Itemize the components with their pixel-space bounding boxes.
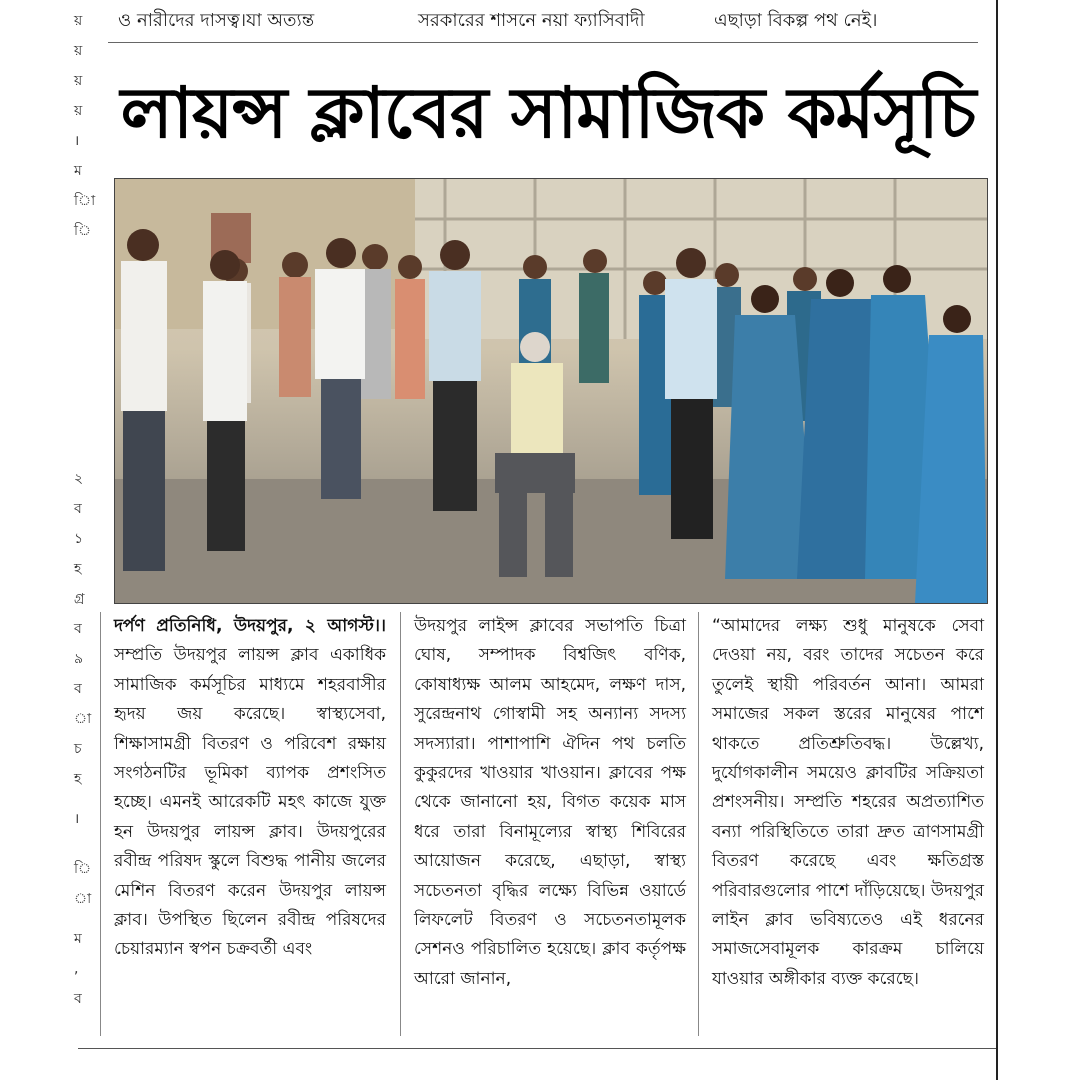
left-strip-fragment: হ	[74, 771, 82, 787]
left-strip-fragment: ব	[74, 991, 82, 1007]
left-strip-fragment: া	[74, 891, 92, 907]
page-edge-rule	[996, 0, 998, 1080]
article-text-3: “আমাদের লক্ষ্য শুধু মানুষকে সেবা দেওয়া নয়, বরং তাদের সচেতন করে তুলেই স্থায়ী পরিবর্তন আনা। আমরা সমাজের সকল স্তরের মানুষের পাশে থাকতে প্রতিশ্রুতিবদ্ধ। উল্লেখ্য, দুর্যোগকালীন সময়েও ক্লাবটির সক্রিয়তা প্রশংসনীয়। সম্প্রতি শহরের অপ্রত্যাশিত বন্যা পরিস্থিতিতে তারা দ্রুত ত্রাণসামগ্রী বিতরণ করেছে এবং ক্ষতিগ্রস্ত পরিবারগুলোর পাশে দাঁড়িয়েছে। উদয়পুর লাইন ক্লাব ভবিষ্যতেও এই ধরনের সমাজসেবামূলক কারক্রম চালিয়ে যাওয়ার অঙ্গীকার ব্যক্ত করেছে।	[712, 616, 984, 989]
left-strip-fragment: গ্র	[74, 591, 85, 607]
left-strip-fragment: ম	[74, 163, 82, 179]
left-strip-fragment: ি	[74, 861, 92, 877]
left-strip-fragment: হ	[74, 561, 82, 577]
left-strip-fragment: ।	[74, 133, 80, 149]
left-strip-fragment: ব	[74, 621, 82, 637]
column-rule-1	[400, 612, 401, 1036]
left-strip-fragment: য়	[74, 103, 83, 119]
left-strip-fragment: ১	[74, 531, 84, 547]
left-strip-fragment: ।	[74, 811, 80, 827]
bottom-rule	[78, 1048, 996, 1049]
left-strip-fragment: াি	[74, 193, 96, 209]
left-strip-fragment: ব	[74, 501, 82, 517]
article-text-2: উদয়পুর লাইন্স ক্লাবের সভাপতি চিত্রা ঘোষ, সম্পাদক বিশ্বজিৎ বণিক, কোষাধ্যক্ষ আলম আহমেদ, লক্ষণ দাস, সুরেন্দ্রনাথ গোস্বামী সহ অন্যান্য সদস্য সদস্যারা। পাশাপাশি ঐদিন পথ চলতি কুকুরদের খাওয়ার খাওয়ান। ক্লাবের পক্ষ থেকে জানানো হয়, বিগত কয়েক মাস ধরে তারা বিনামূল্যের স্বাস্থ্য শিবিরের আয়োজন করেছে, এছাড়া, স্বাস্থ্য সচেতনতা বৃদ্ধির লক্ষ্যে বিভিন্ন ওয়ার্ডে লিফলেট বিতরণ ও সচেতনতামূলক সেশনও পরিচালিত হয়েছে। ক্লাব কর্তৃপক্ষ আরো জানান,	[414, 616, 686, 989]
left-strip-fragment: ম	[74, 931, 82, 947]
previous-article-tail	[0, 6, 996, 36]
left-strip-fragment: য়	[74, 13, 83, 29]
headline: লায়ন্স ক্লাবের সামাজিক কর্মসূচি	[120, 72, 976, 154]
article-text-1: সম্প্রতি উদয়পুর লায়ন্স ক্লাব একাধিক সামাজিক কর্মসূচির মাধ্যমে শহরবাসীর হৃদয় জয় করেছে। স্বাস্থ্যসেবা, শিক্ষাসামগ্রী বিতরণ ও পরিবেশ রক্ষায় সংগঠনটির ভূমিকা ব্যাপক প্রশংসিত হচ্ছে। এমনই আরেকটি মহৎ কাজে যুক্ত হন উদয়পুর লায়ন্স ক্লাব। উদয়পুরের রবীন্দ্র পরিষদ স্কুলে বিশুদ্ধ পানীয় জলের মেশিন বিতরণ করেন উদয়পুর লায়ন্স ক্লাব। উপস্থিত ছিলেন রবীন্দ্র পরিষদের চেয়ারম্যান স্বপন চক্রবর্তী এবং	[114, 645, 386, 960]
column-rule-left	[100, 612, 101, 1036]
group-photo-icon	[115, 179, 987, 603]
top-rule	[108, 42, 978, 43]
left-strip-fragment: চ	[74, 741, 82, 757]
left-strip-fragment: ২	[74, 471, 84, 487]
top-snippet-3: এছাড়া বিকল্প পথ নেই।	[714, 10, 878, 31]
article-column-1	[114, 612, 386, 965]
column-rule-2	[698, 612, 699, 1036]
article-column-2	[414, 612, 686, 994]
left-strip-fragment: ,	[74, 961, 79, 977]
article-column-3	[712, 612, 984, 994]
top-snippet-1: ও নারীদের দাসত্ব।যা অত্যন্ত	[118, 10, 315, 31]
article-paragraph-1	[114, 612, 386, 965]
left-column-fragment	[72, 0, 96, 1030]
group-photo	[114, 178, 988, 604]
top-snippet-2: সরকারের শাসনে নয়া ফ্যাসিবাদী	[418, 10, 645, 31]
left-strip-fragment: ব	[74, 681, 82, 697]
dateline: দর্পণ প্রতিনিধি, উদয়পুর, ২ আগস্ট।।	[114, 616, 386, 636]
left-strip-fragment: ি	[74, 223, 92, 239]
left-strip-fragment: য়	[74, 43, 83, 59]
left-strip-fragment: ৯	[74, 651, 84, 667]
left-strip-fragment: য়	[74, 73, 83, 89]
left-strip-fragment: া	[74, 711, 92, 727]
